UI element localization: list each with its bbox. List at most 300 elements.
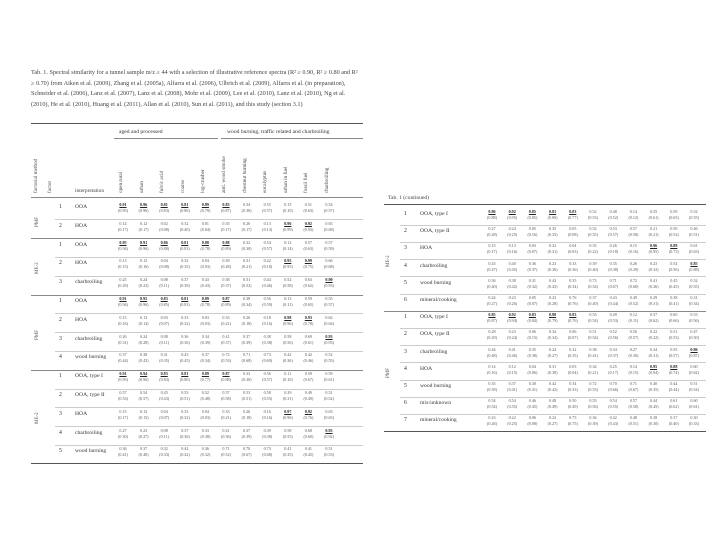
column-header: anti. wood smoke — [221, 156, 227, 193]
similarity-value: 0.96 — [650, 243, 658, 249]
similarity-subvalue: (0.52) — [608, 215, 619, 220]
similarity-subvalue: (0.53) — [608, 318, 619, 324]
interpretation-label: OOA, type I — [420, 211, 448, 217]
similarity-subvalue: (0.53) — [324, 452, 334, 458]
similarity-value: 0.36 — [528, 260, 536, 266]
similarity-subvalue: (0.67) — [628, 387, 639, 392]
similarity-subvalue: (0.45) — [303, 452, 314, 458]
similarity-value: 0.37 — [140, 446, 148, 452]
similarity-value: 0.63 — [325, 408, 333, 414]
similarity-subvalue: (0.38) — [262, 433, 273, 439]
similarity-value: 0.73 — [263, 352, 271, 358]
similarity-subvalue: (0.58) — [221, 396, 231, 401]
similarity-subvalue: (0.16) — [262, 320, 273, 326]
group-header-aged: aged and processed — [119, 129, 163, 135]
similarity-value: 0.72 — [222, 352, 230, 358]
similarity-value: 0.03 — [569, 363, 577, 369]
similarity-value: 0.39 — [263, 427, 271, 433]
similarity-value: 0.52 — [325, 352, 333, 358]
similarity-subvalue: (0.62) — [648, 318, 659, 324]
similarity-value: 0.96 — [140, 202, 148, 207]
similarity-subvalue: (0.38) — [200, 433, 211, 439]
similarity-subvalue: (0.13) — [262, 226, 273, 232]
similarity-value: 0.98 — [284, 314, 292, 320]
similarity-value: 0.54 — [140, 390, 148, 395]
similarity-subvalue: (0.30) — [118, 433, 128, 439]
similarity-value: 0.81 — [181, 239, 189, 245]
similarity-subvalue: (0.32) — [179, 320, 190, 326]
similarity-subvalue: (0.94) — [118, 302, 128, 307]
similarity-value: 0.83 — [569, 209, 577, 214]
similarity-value: 0.15 — [488, 243, 496, 249]
similarity-value: 0.32 — [549, 243, 557, 249]
similarity-value: 0.31 — [160, 352, 168, 358]
similarity-subvalue: (0.30) — [648, 421, 659, 427]
similarity-value: 0.39 — [589, 260, 597, 266]
similarity-value: 0.92 — [508, 312, 516, 318]
factor-number: 1 — [404, 211, 407, 217]
similarity-subvalue: (0.58) — [628, 404, 639, 410]
similarity-subvalue: (0.61) — [689, 404, 699, 410]
factor-number: 3 — [59, 410, 62, 417]
similarity-value: 0.44 — [488, 346, 496, 352]
similarity-value: 0.85 — [488, 312, 496, 318]
similarity-value: 0.43 — [549, 277, 557, 283]
similarity-value: 0.03 — [528, 243, 536, 249]
similarity-value: 0.16 — [263, 408, 271, 414]
interpretation-label: OOA, type I — [75, 373, 103, 380]
interpretation-label: charbroiling — [75, 429, 103, 436]
similarity-value: 0.68 — [304, 427, 312, 433]
similarity-value: 0.37 — [181, 277, 189, 283]
similarity-value: 0.42 — [304, 352, 312, 358]
similarity-subvalue: (0.38) — [262, 339, 273, 345]
similarity-value: 0.62 — [325, 314, 333, 320]
similarity-value: 0.32 — [181, 220, 189, 226]
similarity-subvalue: (0.53) — [588, 215, 598, 220]
column-header: urban — [138, 181, 145, 193]
similarity-value: 0.95 — [119, 239, 127, 245]
similarity-value: 0.54 — [670, 260, 678, 266]
row-rule — [55, 257, 363, 258]
method-label: ME-2 — [35, 412, 40, 425]
similarity-subvalue: (0.57) — [324, 302, 334, 307]
interpretation-label: OOA, type II — [420, 331, 450, 338]
similarity-subvalue: (0.36) — [648, 283, 659, 289]
similarity-subvalue: (0.17) — [221, 226, 231, 232]
similarity-value: 0.03 — [160, 314, 168, 320]
factor-number: 5 — [59, 448, 62, 455]
similarity-subvalue: (0.35) — [648, 387, 659, 392]
similarity-value: 0.99 — [304, 258, 312, 264]
similarity-subvalue: (0.08) — [159, 226, 170, 232]
similarity-subvalue: (0.07) — [159, 414, 170, 420]
similarity-subvalue: (0.74) — [668, 369, 679, 375]
similarity-subvalue: (0.25) — [507, 232, 518, 238]
similarity-subvalue: (0.63) — [303, 208, 314, 213]
similarity-value: 0.34 — [569, 381, 577, 386]
similarity-value: 0.53 — [589, 312, 597, 318]
factor-number: 2 — [59, 316, 62, 323]
similarity-value: 0.03 — [201, 314, 209, 320]
similarity-value: 0.06 — [528, 415, 536, 421]
similarity-subvalue: (0.56) — [588, 404, 598, 410]
similarity-value: 0.71 — [222, 446, 230, 452]
similarity-value: 0.53 — [609, 226, 617, 232]
similarity-value: 0.46 — [528, 398, 536, 404]
interpretation-label: charbroiling — [420, 348, 448, 355]
column-header: fossil fuel — [303, 172, 310, 193]
similarity-value: 0.37 — [119, 352, 127, 358]
similarity-subvalue: (0.22) — [648, 335, 659, 341]
similarity-subvalue: (0.43) — [200, 283, 211, 289]
similarity-value: 0.22 — [650, 329, 658, 335]
similarity-value: 0.24 — [140, 277, 148, 283]
similarity-subvalue: (0.55) — [689, 283, 699, 289]
interpretation-label: HOA — [75, 316, 88, 323]
similarity-subvalue: (0.96) — [138, 377, 149, 383]
similarity-subvalue: (0.79) — [547, 318, 558, 324]
similarity-value: 0.47 — [690, 329, 698, 335]
similarity-subvalue: (0.87) — [689, 352, 699, 358]
similarity-value: 0.59 — [304, 371, 312, 377]
similarity-value: 0.33 — [222, 314, 230, 320]
similarity-value: 0.87 — [222, 296, 230, 301]
row-rule — [400, 362, 706, 363]
similarity-value: 0.33 — [569, 260, 577, 266]
similarity-subvalue: (0.30) — [547, 369, 558, 375]
similarity-value: 0.51 — [690, 381, 698, 386]
similarity-subvalue: (0.15) — [628, 369, 639, 375]
similarity-value: 0.38 — [243, 296, 251, 301]
similarity-subvalue: (0.43) — [608, 421, 619, 427]
group-rule — [31, 295, 363, 296]
similarity-value: 0.88 — [222, 239, 230, 245]
similarity-value: 0.26 — [609, 243, 617, 249]
similarity-subvalue: (0.53) — [588, 387, 598, 392]
similarity-subvalue: (0.44) — [668, 387, 679, 392]
similarity-subvalue: (0.14) — [282, 245, 293, 251]
similarity-subvalue: (0.94) — [118, 245, 128, 251]
similarity-value: 0.56 — [629, 329, 637, 335]
similarity-value: 0.25 — [119, 277, 127, 283]
similarity-value: 0.15 — [119, 314, 127, 320]
similarity-subvalue: (0.52) — [241, 283, 252, 289]
similarity-subvalue: (0.17) — [608, 369, 619, 375]
similarity-subvalue: (0.86) — [179, 208, 190, 213]
similarity-value: 0.43 — [488, 260, 496, 266]
similarity-value: 0.52 — [589, 209, 597, 214]
similarity-value: 0.14 — [629, 209, 637, 214]
similarity-value: 0.11 — [284, 371, 292, 377]
similarity-subvalue: (0.77) — [200, 377, 211, 383]
similarity-subvalue: (0.57) — [262, 377, 273, 383]
similarity-subvalue: (0.41) — [668, 301, 679, 306]
similarity-value: 0.38 — [140, 352, 148, 358]
similarity-value: 0.38 — [263, 333, 271, 339]
column-header: urban in fuel — [282, 166, 289, 193]
similarity-subvalue: (0.25) — [507, 421, 518, 427]
similarity-subvalue: (0.17) — [138, 226, 149, 232]
similarity-subvalue: (0.17) — [118, 414, 128, 420]
similarity-subvalue: (0.40) — [588, 266, 598, 272]
similarity-subvalue: (0.51) — [628, 421, 639, 427]
similarity-subvalue: (0.31) — [118, 339, 128, 345]
similarity-subvalue: (0.15) — [118, 264, 128, 270]
similarity-value: 0.04 — [569, 243, 577, 249]
similarity-subvalue: (0.61) — [303, 339, 314, 345]
similarity-value: 0.32 — [160, 446, 168, 452]
similarity-value: 0.50 — [670, 226, 678, 232]
similarity-subvalue: (0.66) — [608, 387, 619, 392]
similarity-value: 0.95 — [284, 258, 292, 264]
similarity-value: 0.29 — [284, 390, 292, 395]
similarity-value: 0.33 — [201, 427, 209, 433]
similarity-value: 0.55 — [650, 209, 658, 214]
similarity-value: 0.91 — [119, 371, 127, 377]
similarity-subvalue: (0.68) — [324, 226, 334, 232]
similarity-subvalue: (0.11) — [159, 433, 170, 439]
similarity-value: 0.32 — [569, 346, 577, 352]
similarity-subvalue: (0.46) — [303, 358, 314, 364]
similarity-value: 0.43 — [201, 277, 209, 283]
similarity-subvalue: (0.16) — [262, 414, 273, 420]
similarity-subvalue: (0.57) — [138, 396, 149, 401]
similarity-subvalue: (0.36) — [179, 339, 190, 345]
similarity-subvalue: (0.56) — [689, 318, 699, 324]
similarity-value: 0.31 — [690, 295, 698, 300]
similarity-value: 0.91 — [119, 202, 127, 207]
similarity-subvalue: (0.37) — [527, 266, 538, 272]
row-rule — [400, 380, 706, 381]
similarity-value: 0.32 — [181, 258, 189, 264]
similarity-subvalue: (0.79) — [200, 208, 211, 213]
similarity-subvalue: (0.55) — [608, 404, 619, 410]
similarity-value: 0.05 — [569, 226, 577, 232]
similarity-value: 0.54 — [488, 398, 496, 404]
interpretation-label: charbroiling — [75, 279, 103, 286]
similarity-subvalue: (0.56) — [608, 335, 619, 341]
similarity-subvalue: (0.18) — [262, 264, 273, 270]
similarity-subvalue: (0.28) — [138, 339, 149, 345]
row-rule — [400, 328, 706, 329]
similarity-subvalue: (0.45) — [179, 358, 190, 364]
similarity-subvalue: (0.16) — [527, 232, 538, 238]
similarity-value: 0.71 — [629, 381, 637, 386]
similarity-subvalue: (0.85) — [527, 215, 538, 220]
similarity-subvalue: (0.62) — [668, 404, 679, 410]
similarity-subvalue: (0.40) — [179, 226, 190, 232]
similarity-subvalue: (0.55) — [507, 404, 518, 410]
similarity-value: 0.73 — [263, 446, 271, 452]
row-rule — [400, 259, 706, 260]
similarity-subvalue: (0.36) — [221, 433, 231, 439]
similarity-value: 0.43 — [609, 295, 617, 300]
similarity-subvalue: (0.80) — [179, 377, 190, 383]
row-rule — [55, 276, 363, 277]
similarity-value: 0.24 — [488, 295, 496, 300]
similarity-subvalue: (0.43) — [159, 396, 170, 401]
similarity-subvalue: (0.11) — [282, 302, 293, 307]
similarity-subvalue: (0.34) — [547, 335, 558, 341]
similarity-subvalue: (0.68) — [262, 452, 273, 458]
similarity-subvalue: (0.04) — [567, 369, 578, 375]
similarity-value: 0.41 — [222, 427, 230, 433]
similarity-subvalue: (0.40) — [138, 452, 149, 458]
header-bottom-rule — [31, 197, 363, 198]
similarity-subvalue: (0.39) — [588, 421, 598, 427]
similarity-value: 0.58 — [263, 390, 271, 395]
similarity-value: 0.06 — [528, 329, 536, 335]
similarity-value: 0.52 — [690, 209, 698, 214]
similarity-subvalue: (0.68) — [241, 358, 252, 364]
method-label: PMF — [386, 368, 391, 379]
row-rule — [400, 242, 706, 243]
similarity-value: 0.02 — [160, 220, 168, 226]
factor-number: 2 — [59, 392, 62, 398]
similarity-subvalue: (0.41) — [507, 387, 518, 392]
similarity-subvalue: (0.39) — [241, 339, 252, 345]
similarity-subvalue: (0.52) — [628, 301, 639, 306]
similarity-subvalue: (0.33) — [159, 452, 170, 458]
similarity-value: 0.38 — [508, 277, 516, 283]
similarity-value: 0.90 — [325, 277, 333, 283]
similarity-value: 0.45 — [670, 277, 678, 283]
similarity-value: 0.73 — [589, 277, 597, 283]
similarity-value: 0.14 — [488, 363, 496, 369]
similarity-subvalue: (0.46) — [507, 352, 518, 358]
similarity-subvalue: (0.83) — [179, 302, 190, 307]
similarity-subvalue: (0.42) — [179, 452, 190, 458]
similarity-subvalue: (0.31) — [648, 352, 659, 358]
similarity-subvalue: (0.35) — [179, 264, 190, 270]
similarity-value: 0.69 — [304, 333, 312, 339]
similarity-value: 0.57 — [304, 239, 312, 245]
similarity-value: 0.23 — [549, 295, 557, 300]
similarity-value: 0.81 — [181, 202, 189, 207]
similarity-subvalue: (0.40) — [487, 283, 497, 289]
similarity-value: 0.51 — [325, 446, 333, 452]
similarity-value: 0.08 — [160, 333, 168, 339]
similarity-value: 0.91 — [140, 239, 148, 245]
similarity-value: 0.38 — [670, 295, 678, 300]
similarity-value: 0.34 — [201, 333, 209, 339]
similarity-subvalue: (0.03) — [200, 320, 211, 326]
similarity-value: 0.26 — [243, 220, 251, 226]
column-header: log-crusher — [200, 169, 207, 193]
similarity-subvalue: (0.03) — [567, 249, 578, 255]
similarity-value: 0.83 — [528, 312, 536, 318]
similarity-subvalue: (0.10) — [282, 208, 293, 213]
similarity-value: 0.81 — [181, 371, 189, 377]
similarity-value: 0.51 — [670, 329, 678, 335]
interpretation-label: OOA — [75, 204, 88, 210]
similarity-subvalue: (0.96) — [138, 302, 149, 307]
similarity-value: 0.88 — [201, 239, 209, 245]
similarity-subvalue: (0.55) — [588, 232, 598, 238]
similarity-value: 0.70 — [609, 381, 617, 386]
similarity-value: 0.24 — [140, 333, 148, 339]
interpretation-label: OOA, type II — [420, 228, 450, 235]
similarity-value: 0.14 — [629, 363, 637, 369]
similarity-subvalue: (0.78) — [200, 302, 211, 307]
similarity-value: 0.93 — [325, 427, 333, 433]
similarity-value: 0.44 — [670, 381, 678, 386]
similarity-subvalue: (0.29) — [487, 335, 497, 341]
similarity-subvalue: (0.17) — [487, 249, 497, 255]
row-rule — [55, 219, 363, 220]
similarity-subvalue: (0.52) — [221, 452, 231, 458]
similarity-value: 0.95 — [140, 296, 148, 301]
similarity-subvalue: (0.63) — [689, 249, 699, 255]
interpretation-label: mix/unknown — [420, 400, 452, 407]
similarity-value: 0.83 — [160, 371, 168, 377]
similarity-value: 0.80 — [549, 312, 557, 318]
table-caption: Tab. 1. Spectral similarity for a tunnel sample m/z ≥ 44 with a selection of illustrative reference spectra (R² ≥ 0.90, R² ≥ 0.80 and R² ≥ 0.70) from Aiken et al. (2009), Zhang et al. (2005a), Alfarra et al. (2006), Ulbrich et al. (2009), Alfarra et al. (in preparation), Schneider et al. (2006), Lanz et al. (2007), Lanz et al. (2008), Mohr et al. (2009), Lee et al. (2010), Lanz et al. (2010), Ng et al. (2010), He et al. (2010), Huang et al. (2011), Allan et al. (2010), Sun et al. (2011), and this study (section 3.1) — [31, 69, 358, 108]
similarity-value: 0.95 — [650, 363, 658, 369]
similarity-subvalue: (0.28) — [487, 232, 497, 238]
table-bottom-rule — [31, 463, 363, 464]
similarity-subvalue: (0.50) — [689, 335, 699, 341]
similarity-subvalue: (0.56) — [282, 339, 293, 345]
similarity-value: 0.12 — [284, 239, 292, 245]
similarity-value: 0.93 — [304, 314, 312, 320]
similarity-value: 0.04 — [201, 258, 209, 264]
column-header: fulvic acid — [159, 170, 166, 193]
similarity-subvalue: (0.46) — [262, 283, 273, 289]
row-rule — [55, 313, 363, 314]
similarity-value: 0.89 — [201, 296, 209, 301]
similarity-value: 0.71 — [609, 277, 617, 283]
similarity-value: 0.53 — [181, 390, 189, 395]
similarity-subvalue: (0.18) — [241, 320, 252, 326]
interpretation-label: mineral/cooking — [420, 297, 457, 303]
similarity-subvalue: (0.88) — [159, 245, 170, 251]
similarity-subvalue: (0.52) — [324, 396, 334, 401]
factor-number: 3 — [404, 348, 407, 355]
similarity-value: 0.57 — [629, 398, 637, 404]
similarity-subvalue: (0.96) — [282, 414, 293, 420]
similarity-subvalue: (0.85) — [159, 302, 170, 307]
similarity-subvalue: (0.34) — [241, 302, 252, 307]
similarity-value: 0.18 — [263, 314, 271, 320]
similarity-subvalue: (0.57) — [262, 208, 273, 213]
similarity-subvalue: (0.96) — [138, 245, 149, 251]
similarity-value: 0.54 — [508, 398, 516, 404]
group-rule — [31, 370, 363, 371]
factor-number: 5 — [404, 383, 407, 389]
column-header: chestnut burning — [241, 158, 248, 193]
similarity-value: 0.52 — [609, 329, 617, 335]
similarity-value: 0.61 — [670, 398, 678, 404]
row-rule — [55, 426, 363, 427]
similarity-value: 0.52 — [284, 277, 292, 283]
similarity-value: 0.13 — [508, 243, 516, 249]
similarity-subvalue: (0.58) — [282, 283, 293, 289]
similarity-value: 0.42 — [609, 415, 617, 421]
similarity-subvalue: (0.08) — [527, 421, 538, 427]
similarity-subvalue: (0.61) — [648, 215, 659, 220]
similarity-value: 0.71 — [243, 352, 251, 358]
similarity-subvalue: (0.30) — [241, 377, 252, 383]
similarity-subvalue: (0.39) — [241, 433, 252, 439]
similarity-subvalue: (0.43) — [547, 283, 558, 289]
method-label: PMF — [35, 329, 40, 340]
similarity-subvalue: (0.88) — [221, 377, 231, 383]
similarity-subvalue: (0.35) — [282, 452, 293, 458]
similarity-subvalue: (0.17) — [118, 226, 128, 232]
similarity-subvalue: (0.88) — [487, 215, 497, 220]
